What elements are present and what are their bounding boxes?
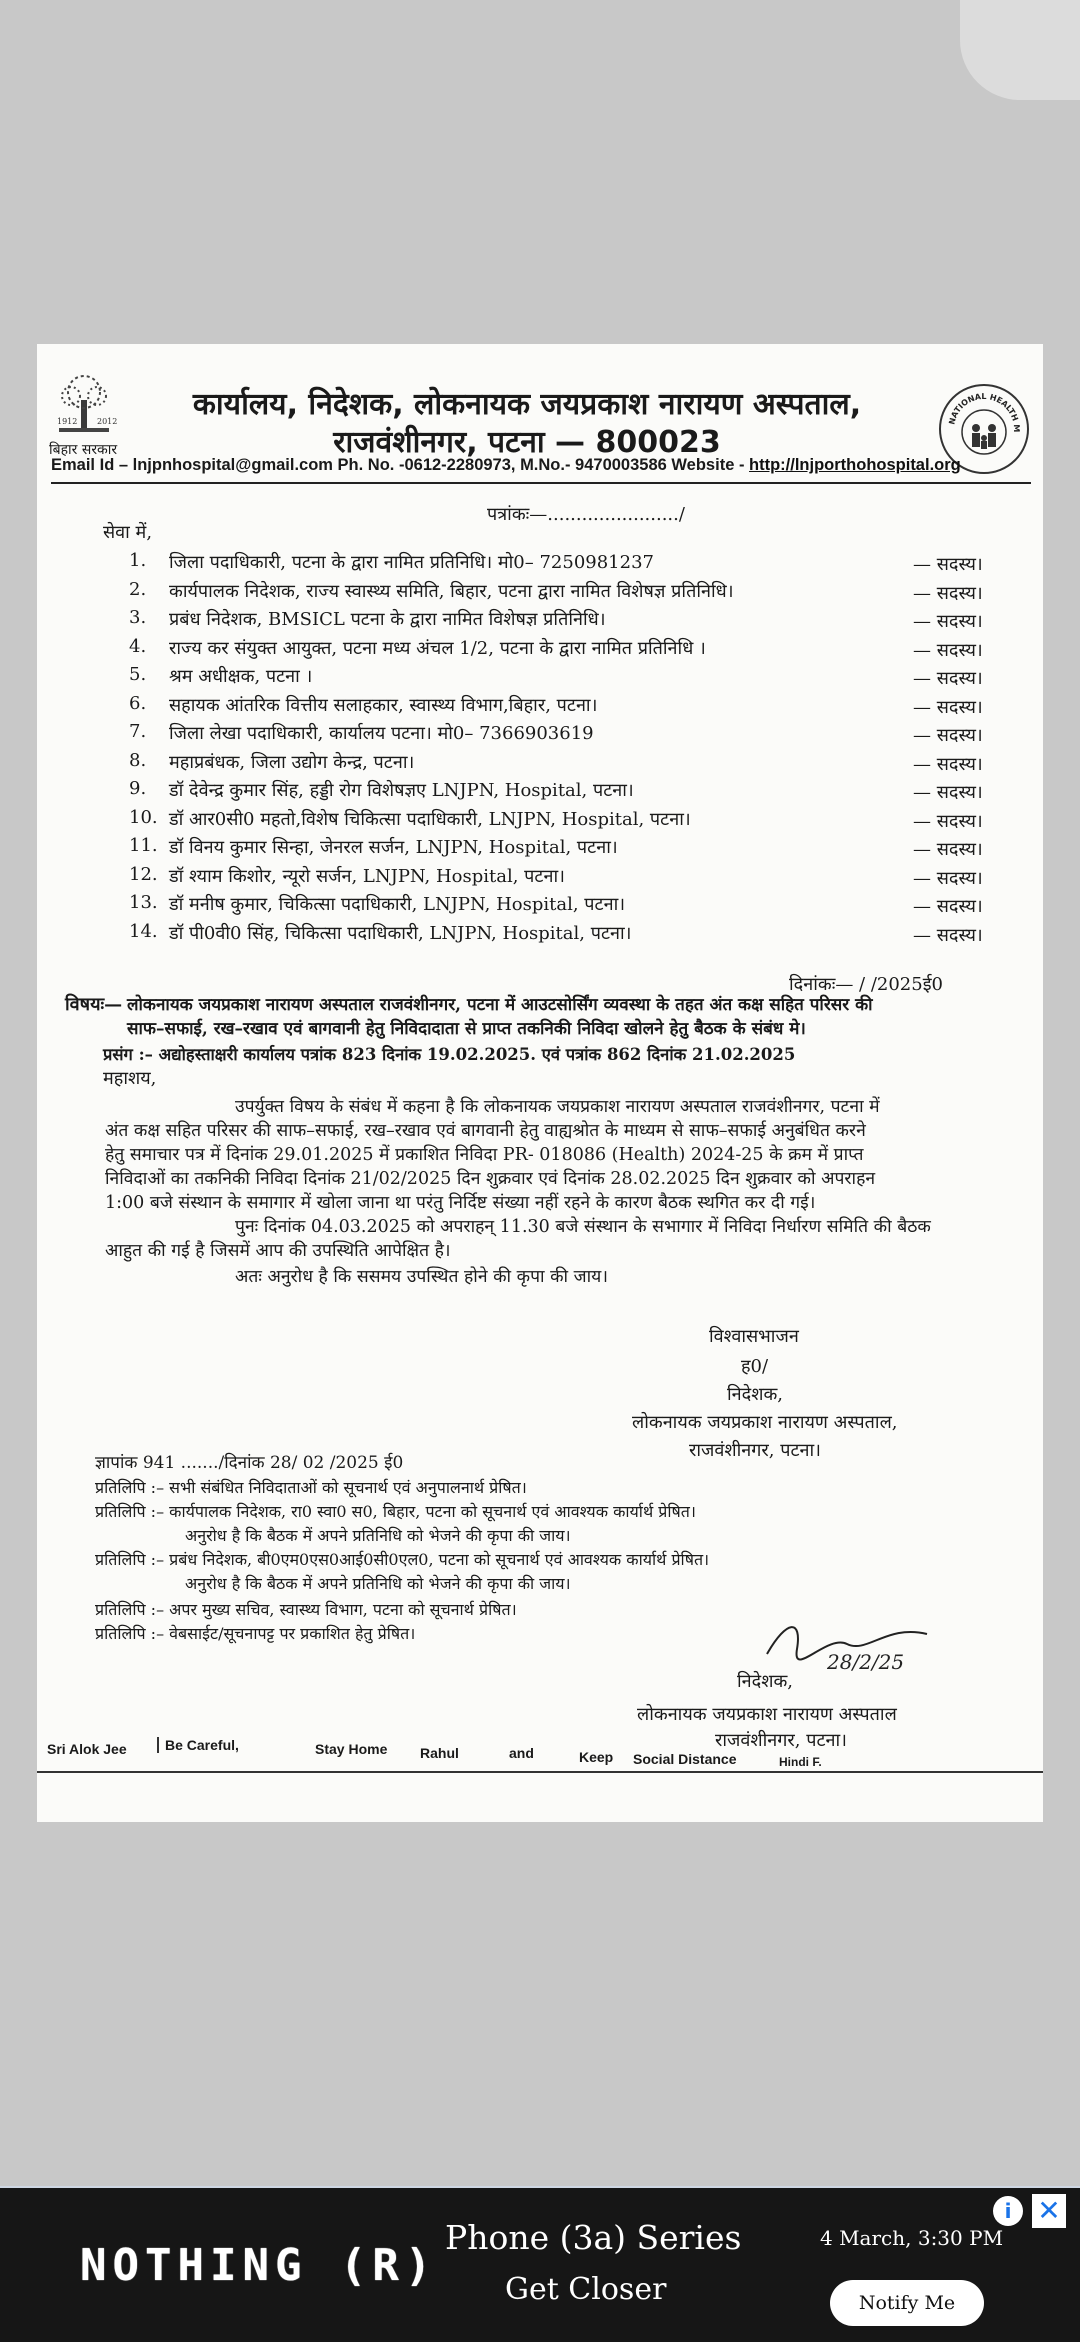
svg-text:NATIONAL HEALTH MISSION xyxy=(941,386,1021,432)
recipient-role: — सदस्य। xyxy=(913,839,983,860)
recipient-role: — सदस्य। xyxy=(913,639,983,661)
notify-me-button[interactable]: Notify Me xyxy=(830,2280,984,2326)
watermark-footer xyxy=(37,1737,1043,1777)
recipient-text: प्रबंध निदेशक, BMSICL पटना के द्वारा नामित विशेषज्ञ प्रतिनिधि। xyxy=(169,609,606,630)
recipient-text: डॉ विनय कुमार सिन्हा, जेनरल सर्जन, LNJPN, Hospital, पटना। xyxy=(169,837,618,858)
closing-hospital: लोकनायक जयप्रकाश नारायण अस्पताल, xyxy=(632,1412,898,1433)
logo-caption: बिहार सरकार xyxy=(49,442,118,458)
footer-word: Hindi F. xyxy=(779,1755,822,1769)
contact-line xyxy=(51,456,1031,475)
footer-word: Social Distance xyxy=(633,1751,737,1767)
website-link[interactable]: http://lnjporthohospital.org xyxy=(749,456,961,474)
ad-subtitle: Get Closer xyxy=(505,2272,667,2307)
dinank: दिनांकः— / /2025ई0 xyxy=(789,974,944,995)
footer-rule xyxy=(37,1771,1043,1773)
recipient-number: 4. xyxy=(129,635,147,657)
closing-designation: निदेशक, xyxy=(727,1384,783,1405)
recipient-number: 12. xyxy=(129,863,158,885)
recipient-role: — सदस्य। xyxy=(913,867,983,889)
svg-text:2012: 2012 xyxy=(97,417,118,426)
recipient-number: 11. xyxy=(129,835,158,856)
recipient-role: — सदस्य। xyxy=(913,696,983,718)
signature-designation: निदेशक, xyxy=(737,1671,793,1692)
body-line: 1:00 बजे संस्थान के समागार में खोला जाना था परंतु निर्दिष्ट संख्या नहीं रहने के कारण बैठक स्थगित कर दी गई। xyxy=(105,1193,816,1213)
body-line: उपर्युक्त विषय के संबंध में कहना है कि लोकनायक जयप्रकाश नारायण अस्पताल राजवंशीनगर, पटना में xyxy=(235,1097,880,1117)
recipient-text: सहायक आंतरिक वित्तीय सलाहकार, स्वास्थ्य विभाग,बिहार, पटना। xyxy=(169,694,598,716)
ad-date: 4 March, 3:30 PM xyxy=(820,2226,1004,2250)
recipient-role: — सदस्य। xyxy=(913,668,983,689)
bihar-govt-logo xyxy=(49,372,119,462)
footer-word: and xyxy=(509,1745,534,1761)
recipient-number: 9. xyxy=(129,778,147,799)
ad-banner[interactable] xyxy=(0,2186,1080,2342)
recipient-role: — सदस्य। xyxy=(913,924,983,946)
tree-emblem-icon xyxy=(49,372,119,438)
document-page xyxy=(37,344,1043,1822)
recipient-text: राज्य कर संयुक्त आयुक्त, पटना मध्य अंचल 1/2, पटना के द्वारा नामित प्रतिनिधि । xyxy=(169,637,706,659)
recipient-text: डॉ देवेन्द्र कुमार सिंह, हड्डी रोग विशेषज्ञए LNJPN, Hospital, पटना। xyxy=(169,780,634,801)
copy-line: अनुरोध है कि बैठक में अपने प्रतिनिधि को भेजने की कृपा की जाय। xyxy=(185,1526,571,1545)
patrank: पत्रांकः—......................./ xyxy=(487,504,685,525)
recipient-text: जिला पदाधिकारी, पटना के द्वारा नामित प्रतिनिधि। मो0– 7250981237 xyxy=(169,552,654,573)
memo-line: ज्ञापांक 941 ......./दिनांक 28/ 02 /2025 ई0 xyxy=(95,1453,404,1473)
handwritten-signature xyxy=(757,1614,937,1674)
closing-place: राजवंशीनगर, पटना। xyxy=(689,1440,821,1461)
recipient-text: डॉ मनीष कुमार, चिकित्सा पदाधिकारी, LNJPN, Hospital, पटना। xyxy=(169,894,626,915)
office-title-line2: राजवंशीनगर, पटना — 800023 xyxy=(333,425,721,460)
footer-word: Be Careful, xyxy=(157,1737,239,1753)
body-line: अंत कक्ष सहित परिसर की साफ–सफाई, रख–रखाव एवं बागवानी हेतु वाह्यश्रोत के माध्यम से साफ–सफाई अनुबंधित करने xyxy=(105,1121,866,1141)
recipient-text: महाप्रबंधक, जिला उद्योग केन्द्र, पटना। xyxy=(169,751,415,773)
recipient-role: — सदस्य। xyxy=(913,810,983,832)
svg-text:1912: 1912 xyxy=(57,417,78,426)
ad-title: Phone (3a) Series xyxy=(445,2218,742,2257)
copy-line: प्रतिलिपि :– प्रबंध निदेशक, बी0एम0एस0आई0सी0एल0, पटना को सूचनार्थ एवं आवश्यक कार्यार्थ प्रेषित। xyxy=(95,1550,710,1569)
subject-line1: लोकनायक जयप्रकाश नारायण अस्पताल राजवंशीनगर, पटना में आउटसोर्सिंग व्यवस्था के तहत अंत कक्ष सहित परिसर की xyxy=(127,995,873,1015)
recipient-number: 13. xyxy=(129,892,158,913)
recipient-text: डॉ आर0सी0 महतो,विशेष चिकित्सा पदाधिकारी, LNJPN, Hospital, पटना। xyxy=(169,808,691,830)
recipient-role: — सदस्य। xyxy=(913,582,983,604)
ad-info-icon[interactable]: i xyxy=(993,2196,1023,2226)
recipient-number: 7. xyxy=(129,721,147,742)
recipient-text: डॉ पी0वी0 सिंह, चिकित्सा पदाधिकारी, LNJPN, Hospital, पटना। xyxy=(169,922,632,944)
nhm-arc-text: NATIONAL HEALTH M xyxy=(947,391,1022,433)
body-line: आहुत की गई है जिसमें आप की उपस्थिति आपेक्षित है। xyxy=(105,1241,451,1261)
recipient-role: — सदस्य। xyxy=(913,753,983,775)
seva-me: सेवा में, xyxy=(103,522,153,543)
subject-label: विषयः— xyxy=(65,994,123,1015)
recipient-number: 6. xyxy=(129,692,147,714)
overflow-corner-button[interactable] xyxy=(960,0,1080,100)
recipient-number: 10. xyxy=(129,806,158,828)
closing-sd: ह0/ xyxy=(741,1356,769,1377)
recipient-text: डॉ श्याम किशोर, न्यूरो सर्जन, LNJPN, Hospital, पटना। xyxy=(169,865,565,887)
copy-line: प्रतिलिपि :– सभी संबंधित निविदाताओं को सूचनार्थ एवं अनुपालनार्थ प्रेषित। xyxy=(95,1478,527,1497)
ad-close-icon[interactable]: ✕ xyxy=(1032,2194,1066,2228)
footer-word: Keep xyxy=(579,1749,614,1765)
recipient-role: — सदस्य। xyxy=(913,554,983,575)
recipient-number: 2. xyxy=(129,578,147,600)
signature-hospital: लोकनायक जयप्रकाश नारायण अस्पताल xyxy=(637,1704,897,1725)
copy-line: प्रतिलिपि :– अपर मुख्य सचिव, स्वास्थ्य विभाग, पटना को सूचनार्थ प्रेषित। xyxy=(95,1600,517,1619)
subject-line2: साफ–सफाई, रख–रखाव एवं बागवानी हेतु निविदादाता से प्राप्त तकनिकी निविदा खोलने हेतु बैठक के संबंध मे। xyxy=(127,1019,806,1039)
footer-word: Sri Alok Jee xyxy=(47,1741,127,1757)
recipient-role: — सदस्य। xyxy=(913,782,983,803)
footer-word: Stay Home xyxy=(315,1741,388,1757)
copy-line: प्रतिलिपि :– कार्यपालक निदेशक, रा0 स्वा0 स0, बिहार, पटना को सूचनार्थ एवं आवश्यक कार्यार्थ प्रेषित। xyxy=(95,1502,696,1521)
salutation: महाशय, xyxy=(103,1068,157,1089)
footer-word: Rahul xyxy=(420,1745,459,1761)
signature-date: 28/2/25 xyxy=(827,1650,905,1674)
recipient-role: — सदस्य। xyxy=(913,725,983,746)
closing-yours: विश्वासभाजन xyxy=(709,1326,799,1347)
recipient-text: जिला लेखा पदाधिकारी, कार्यालय पटना। मो0– 7366903619 xyxy=(169,723,594,744)
recipient-number: 8. xyxy=(129,749,147,771)
copy-line: प्रतिलिपि :– वेबसाईट/सूचनापट्ट पर प्रकाशित हेतु प्रेषित। xyxy=(95,1624,416,1643)
ad-brand-logo: NOTHING (R) xyxy=(80,2240,438,2291)
contact-text: Email Id – lnjpnhospital@gmail.com Ph. No. -0612-2280973, M.No.- 9470003586 Website - xyxy=(51,456,750,474)
body-line: पुनः दिनांक 04.03.2025 को अपराहन् 11.30 बजे संस्थान के सभागार में निविदा निर्धारण समिति की बैठक xyxy=(235,1217,931,1237)
recipient-text: कार्यपालक निदेशक, राज्य स्वास्थ्य समिति, बिहार, पटना द्वारा नामित विशेषज्ञ प्रतिनिधि। xyxy=(169,580,734,602)
recipient-number: 1. xyxy=(129,550,147,571)
body-line: हेतु समाचार पत्र में दिनांक 29.01.2025 में प्रकाशित निविदा PR- 018086 (Health) 2024-25 के क्रम में प्राप्त xyxy=(105,1145,864,1165)
body-line: निविदाओं का तकनिकी निविदा दिनांक 21/02/2025 दिन शुक्रवार एवं दिनांक 28.02.2025 दिन शुक्रवार को अपराहन xyxy=(105,1169,876,1189)
reference-line: प्रसंग :– अद्योहस्ताक्षरी कार्यालय पत्रांक 823 दिनांक 19.02.2025. एवं पत्रांक 862 दिनांक 21.02.2025 xyxy=(103,1045,796,1064)
copy-line: अनुरोध है कि बैठक में अपने प्रतिनिधि को भेजने की कृपा की जाय। xyxy=(185,1574,571,1593)
recipient-number: 5. xyxy=(129,664,147,685)
office-title-line1: कार्यालय, निदेशक, लोकनायक जयप्रकाश नारायण अस्पताल, xyxy=(192,387,862,422)
recipient-role: — सदस्य। xyxy=(913,896,983,917)
recipient-text: श्रम अधीक्षक, पटना । xyxy=(169,666,313,687)
recipient-role: — सदस्य। xyxy=(913,611,983,632)
recipient-number: 3. xyxy=(129,607,147,628)
header-divider xyxy=(51,482,1031,484)
recipient-number: 14. xyxy=(129,920,158,942)
body-line: अतः अनुरोध है कि ससमय उपस्थित होने की कृपा की जाय। xyxy=(235,1267,608,1287)
signature-place: राजवंशीनगर, पटना। xyxy=(715,1730,847,1751)
